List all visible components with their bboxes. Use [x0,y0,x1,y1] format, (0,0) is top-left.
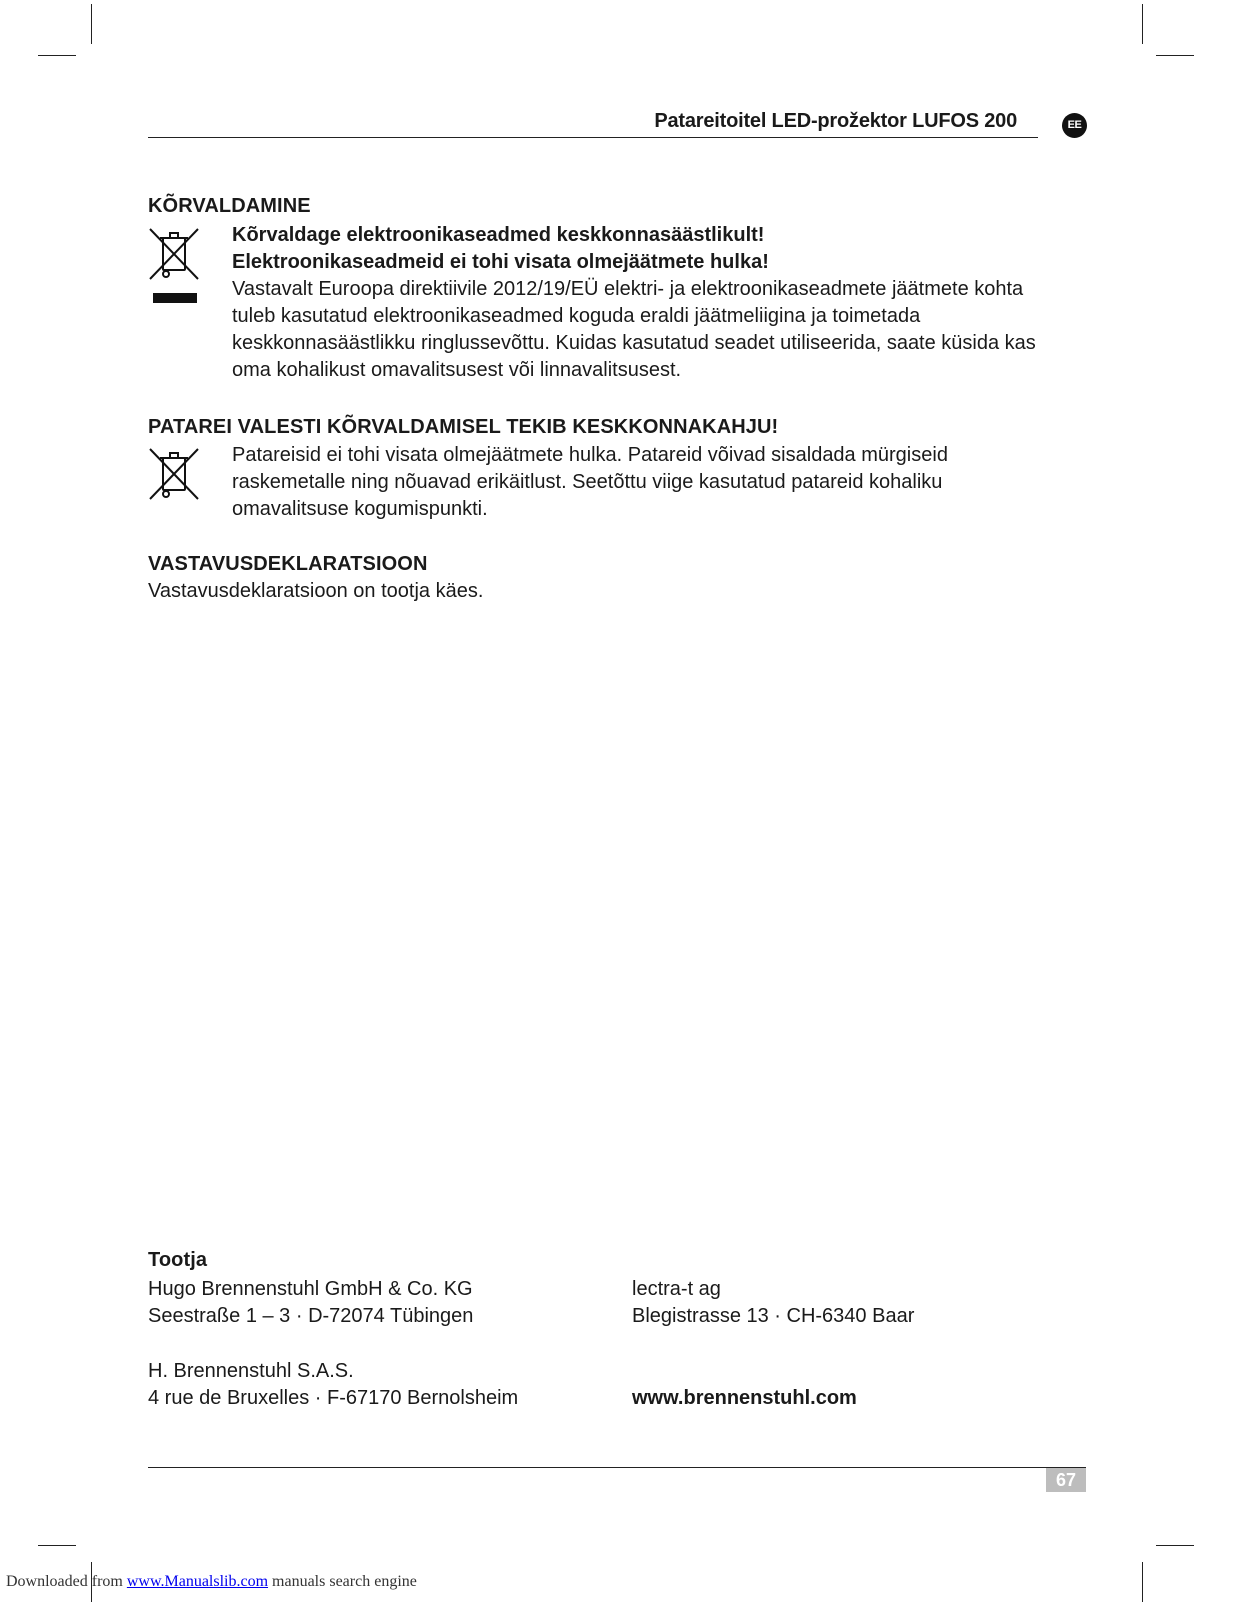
company-1-address: Seestraße 1 – 3 · D-72074 Tübingen [148,1305,474,1327]
crop-mark [1156,1545,1194,1546]
company-3-name: H. Brennenstuhl S.A.S. [148,1360,354,1382]
page-header-title: Patareitoitel LED-prožektor LUFOS 200 [654,110,1017,132]
language-badge: EE [1062,113,1087,138]
company-2 [632,1276,914,1330]
download-watermark [6,1573,417,1591]
manualslib-link[interactable]: www.Manualslib.com [126,1573,269,1590]
website-link[interactable]: www.brennenstuhl.com [632,1387,857,1409]
crop-mark [1156,55,1194,56]
battery-body: Patareisid ei tohi visata olmejäätmete hulka. Patareid võivad sisaldada mürgiseid raskemetalle ning nõuavad erikäitlust. Seetõttu viige kasutatud patareid kohaliku omavalitsuse kogumispunkti. [232,444,948,520]
crossed-out-wheelie-bin-icon [148,227,200,283]
disposal-text [232,222,1062,384]
disposal-body: Vastavalt Euroopa direktiivile 2012/19/EÜ elektri- ja elektroonikaseadmete jäätmete kohta tuleb kasutatud elektroonikaseadmed koguda eraldi jäätmeliigina ja toimetada keskkonnasäästlikku ringlussevõttu. Kuidas kasutatud seadet utiliseerida, saate küsida kas oma kohalikust omavalitsusest või linnavalitsusest. [232,278,1036,381]
crop-mark [38,55,76,56]
declaration-heading: VASTAVUSDEKLARATSIOON [148,553,428,575]
footer-divider [148,1467,1086,1468]
disposal-bold-line-2: Elektroonikaseadmeid ei tohi visata olmejäätmete hulka! [232,251,769,273]
manufacturer-label: Tootja [148,1249,208,1271]
page-number: 67 [1046,1468,1086,1492]
battery-text [232,442,1062,523]
company-3-address: 4 rue de Bruxelles · F-67170 Bernolsheim [148,1387,519,1409]
crop-mark [38,1545,76,1546]
separate-collection-bar [153,293,197,303]
watermark-prefix: Downloaded from [6,1573,127,1590]
disposal-heading: KÕRVALDAMINE [148,195,311,217]
company-1 [148,1276,473,1330]
company-1-name: Hugo Brennenstuhl GmbH & Co. KG [148,1278,473,1300]
company-2-name: lectra-t ag [632,1278,721,1300]
crop-mark [1142,4,1143,44]
disposal-bold-line-1: Kõrvaldage elektroonikaseadmed keskkonnasäästlikult! [232,224,765,246]
header-divider [148,137,1038,138]
crossed-out-wheelie-bin-icon [148,447,200,503]
crop-mark [91,4,92,44]
battery-heading: PATAREI VALESTI KÕRVALDAMISEL TEKIB KESKKONNAKAHJU! [148,416,779,438]
crop-mark [1142,1562,1143,1602]
watermark-suffix: manuals search engine [268,1573,417,1590]
declaration-body: Vastavusdeklaratsioon on tootja käes. [148,580,484,602]
company-2-address: Blegistrasse 13 · CH-6340 Baar [632,1305,915,1327]
company-3 [148,1358,518,1412]
